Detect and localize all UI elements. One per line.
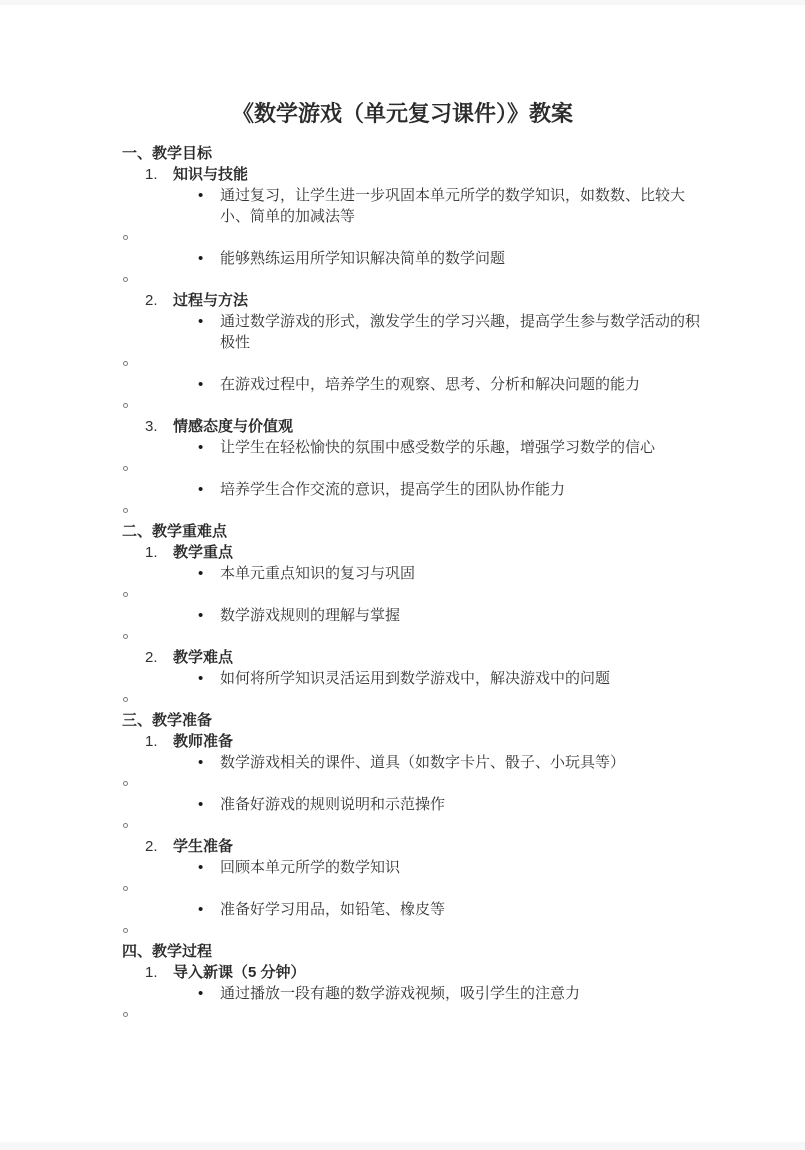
numbered-item-label: 知识与技能 [173,166,249,183]
bullet-item [198,311,701,353]
bullet-item [198,752,700,773]
numbered-item-marker: 2. [145,292,158,309]
numbered-item [145,647,805,668]
bullet-dot-icon: • [198,376,204,393]
bullet-dot-icon: • [198,565,204,582]
numbered-item-marker: 3. [145,418,158,435]
section-heading-text: 二、教学重难点 [122,523,228,540]
bullet-dot-icon: • [198,607,204,624]
bullet-item-text: 准备好游戏的规则说明和示范操作 [220,796,446,813]
circle-bullet-icon [123,823,128,828]
empty-circle-item [122,1004,805,1025]
bullet-item-text: 在游戏过程中，培养学生的观察、思考、分析和解决问题的能力 [220,376,641,393]
empty-circle-item [122,689,805,710]
numbered-item [145,731,805,752]
numbered-item [145,836,805,857]
numbered-item [145,962,805,983]
empty-circle-item [122,269,805,290]
document-page [0,5,805,1142]
bullet-dot-icon: • [198,481,204,498]
bullet-item [198,605,700,626]
bullet-item [198,563,700,584]
empty-circle-item [122,920,805,941]
circle-bullet-icon [123,235,128,240]
bullet-dot-icon: • [198,670,204,687]
bullet-item-text: 通过复习，让学生进一步巩固本单元所学的数学知识，如数数、比较大小、简单的加减法等 [220,187,686,225]
section-heading [122,710,805,731]
numbered-item-label: 学生准备 [173,838,234,855]
bullet-dot-icon: • [198,313,204,330]
bullet-dot-icon: • [198,859,204,876]
bullet-item-text: 通过播放一段有趣的数学游戏视频，吸引学生的注意力 [220,985,581,1002]
numbered-item-label: 过程与方法 [173,292,249,309]
circle-bullet-icon [123,592,128,597]
section-heading-text: 一、教学目标 [122,145,213,162]
bullet-item [198,437,700,458]
circle-bullet-icon [123,403,128,408]
numbered-item-label: 情感态度与价值观 [173,418,294,435]
bullet-item [198,857,700,878]
empty-circle-item [122,395,805,416]
bullet-item [198,248,700,269]
section-heading-text: 三、教学准备 [122,712,213,729]
empty-circle-item [122,815,805,836]
bullet-item-text: 回顾本单元所学的数学知识 [220,859,401,876]
circle-bullet-icon [123,886,128,891]
numbered-item-marker: 1. [145,733,158,750]
bullet-item-text: 培养学生合作交流的意识，提高学生的团队协作能力 [220,481,566,498]
numbered-item-label: 教学难点 [173,649,234,666]
empty-circle-item [122,878,805,899]
bullet-dot-icon: • [198,796,204,813]
circle-bullet-icon [123,1012,128,1017]
empty-circle-item [122,458,805,479]
empty-circle-item [122,626,805,647]
bullet-item-text: 准备好学习用品，如铅笔、橡皮等 [220,901,446,918]
bullet-item-text: 让学生在轻松愉快的氛围中感受数学的乐趣，增强学习数学的信心 [220,439,656,456]
numbered-item [145,416,805,437]
empty-circle-item [122,500,805,521]
section-heading [122,143,805,164]
bullet-item [198,668,700,689]
numbered-item-marker: 1. [145,166,158,183]
bullet-dot-icon: • [198,439,204,456]
bullet-item-text: 数学游戏相关的课件、道具（如数字卡片、骰子、小玩具等） [220,754,626,771]
circle-bullet-icon [123,781,128,786]
circle-bullet-icon [123,466,128,471]
section-heading [122,521,805,542]
section-heading [122,941,805,962]
bullet-item [198,983,700,1004]
bullet-item-text: 能够熟练运用所学知识解决简单的数学问题 [220,250,506,267]
bullet-item-text: 数学游戏规则的理解与掌握 [220,607,401,624]
bullet-dot-icon: • [198,901,204,918]
empty-circle-item [122,227,805,248]
document-title: 《数学游戏（单元复习课件）》教案 [231,101,573,126]
bullet-item [198,185,700,227]
bullet-dot-icon: • [198,754,204,771]
document-body [0,143,805,1025]
bullet-item [198,374,700,395]
circle-bullet-icon [123,277,128,282]
numbered-item-label: 教师准备 [173,733,234,750]
numbered-item-marker: 1. [145,544,158,561]
circle-bullet-icon [123,697,128,702]
bullet-item-text: 本单元重点知识的复习与巩固 [220,565,416,582]
circle-bullet-icon [123,928,128,933]
numbered-item-label: 教学重点 [173,544,234,561]
numbered-item-label: 导入新课（5 分钟） [173,964,306,981]
circle-bullet-icon [123,361,128,366]
bullet-item-text: 如何将所学知识灵活运用到数学游戏中，解决游戏中的问题 [220,670,611,687]
bullet-item [198,794,700,815]
section-heading-text: 四、教学过程 [122,943,213,960]
bullet-dot-icon: • [198,187,204,204]
empty-circle-item [122,773,805,794]
numbered-item [145,164,805,185]
circle-bullet-icon [123,508,128,513]
numbered-item-marker: 2. [145,838,158,855]
bullet-item [198,479,700,500]
bullet-item-text: 通过数学游戏的形式，激发学生的学习兴趣，提高学生参与数学活动的积极性 [220,313,701,351]
numbered-item [145,542,805,563]
bullet-dot-icon: • [198,250,204,267]
numbered-item-marker: 2. [145,649,158,666]
numbered-item [145,290,805,311]
bullet-dot-icon: • [198,985,204,1002]
circle-bullet-icon [123,634,128,639]
bullet-item [198,899,700,920]
empty-circle-item [122,353,805,374]
empty-circle-item [122,584,805,605]
numbered-item-marker: 1. [145,964,158,981]
